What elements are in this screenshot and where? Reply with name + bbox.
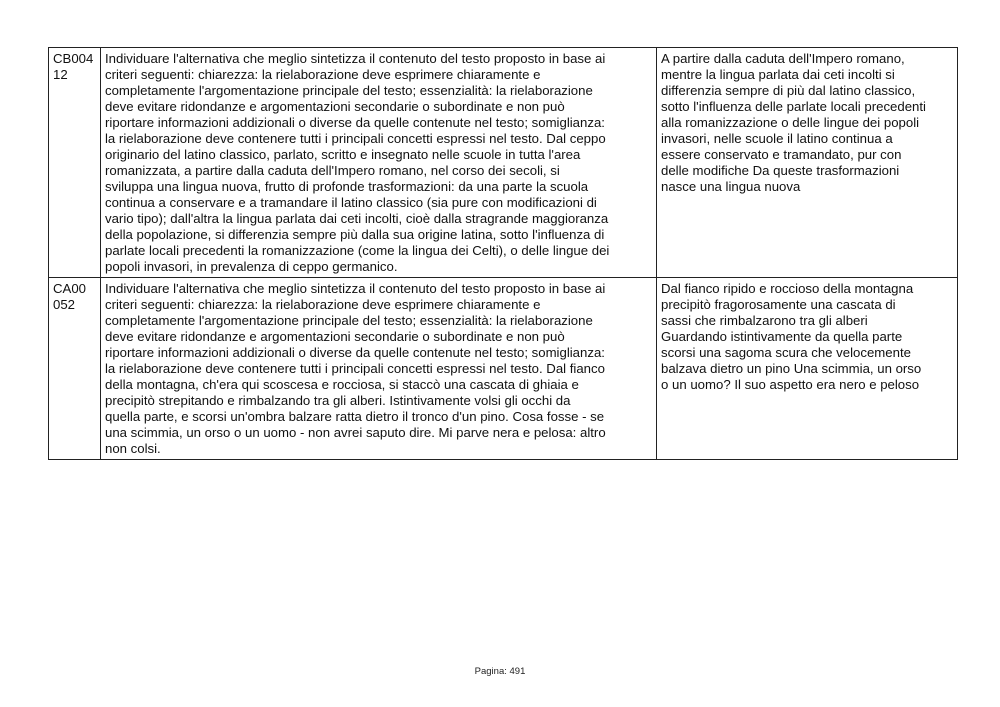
- question-prompt: Individuare l'alternativa che meglio sintetizza il contenuto del testo proposto in base ai criteri seguenti: chiarezza: la rielaborazione deve esprimere chiaramente e completamente l'argomentazione principale del testo; essenzialità: la rielaborazione deve evitare ridondanze e argomentazioni secondarie o subordinate e non può riportare informazioni addizionali o diverse da quelle contenute nel testo; somiglianza: la rielaborazione deve contenere tutti i principali concetti espressi nel testo. Dal fianco della montagna, ch'era qui scoscesa e rocciosa, si staccò una cascata di ghiaia e precipitò strepitando e rimbalzando tra gli alberi. Istintivamente volsi gli occhi da quella parte, e scorsi un'ombra balzare ratta dietro il tronco d'un pino. Cosa fosse - se una scimmia, un orso o un uomo - non avrei saputo dire. Mi parve nera e pelosa: altro non colsi.: [101, 278, 657, 460]
- question-code: CA00 052: [49, 278, 101, 460]
- table-row: [49, 48, 958, 278]
- questions-table: [48, 47, 958, 460]
- table-row: [49, 278, 958, 460]
- question-prompt: Individuare l'alternativa che meglio sintetizza il contenuto del testo proposto in base ai criteri seguenti: chiarezza: la rielaborazione deve esprimere chiaramente e completamente l'argomentazione principale del testo; essenzialità: la rielaborazione deve evitare ridondanze e argomentazioni secondarie o subordinate e non può riportare informazioni addizionali o diverse da quelle contenute nel testo; somiglianza: la rielaborazione deve contenere tutti i principali concetti espressi nel testo. Dal ceppo originario del latino classico, parlato, scritto e insegnato nelle scuole in tutta l'area romanizzata, a partire dalla caduta dell'Impero romano, nel corso dei secoli, si sviluppa una lingua nuova, frutto di profonde trasformazioni: da una parte la scuola continua a conservare e a tramandare il latino classico (sia pure con modificazioni di vario tipo); dall'altra la lingua parlata dai ceti incolti, cioè dalla stragrande maggioranza della popolazione, si differenzia sempre più dalla sua origine latina, sotto l'influenza di parlate locali precedenti la romanizzazione (come la lingua dei Celti), o delle lingue dei popoli invasori, in prevalenza di ceppo germanico.: [101, 48, 657, 278]
- page-number-footer: Pagina: 491: [474, 666, 526, 677]
- question-answer: A partire dalla caduta dell'Impero romano, mentre la lingua parlata dai ceti incolti si differenzia sempre di più dal latino classico, sotto l'influenza delle parlate locali precedenti alla romanizzazione o delle lingue dei popoli invasori, nelle scuole il latino continua a essere conservato e tramandato, pur con delle modifiche Da queste trasformazioni nasce una lingua nuova: [657, 48, 958, 278]
- question-answer: Dal fianco ripido e roccioso della montagna precipitò fragorosamente una cascata di sassi che rimbalzarono tra gli alberi Guardando istintivamente da quella parte scorsi una sagoma scura che velocemente balzava dietro un pino Una scimmia, un orso o un uomo? Il suo aspetto era nero e peloso: [657, 278, 958, 460]
- question-code: CB004 12: [49, 48, 101, 278]
